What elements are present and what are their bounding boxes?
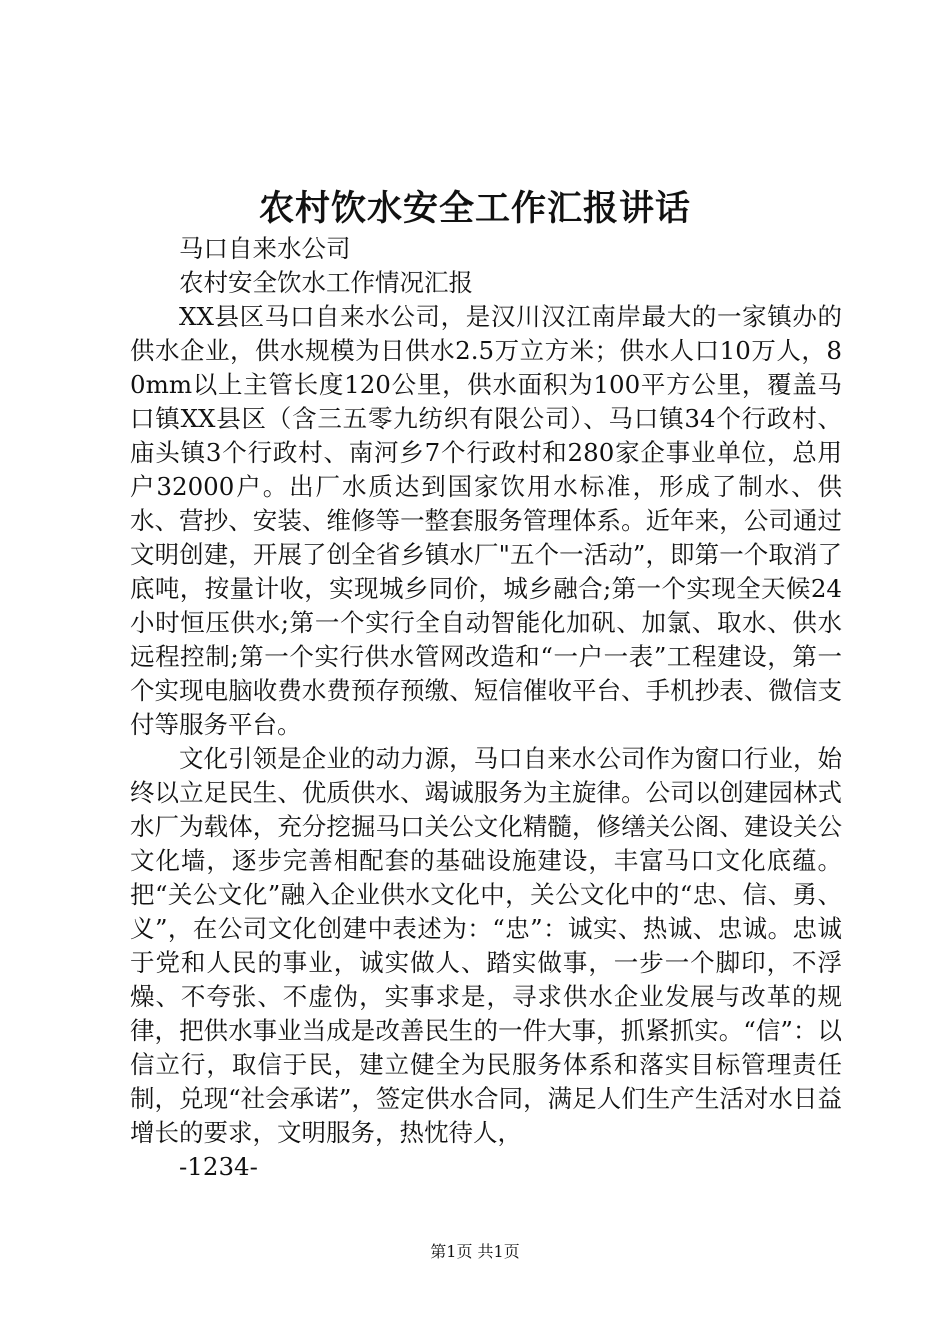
page-footer: 第1页 共1页: [430, 1242, 520, 1261]
document-title: 农村饮水安全工作汇报讲话: [258, 188, 691, 229]
paragraph-page-marker: -1234-: [179, 1152, 258, 1181]
paragraph-company-overview: XX县区马口自来水公司，是汉川汉江南岸最大的一家镇办的供水企业，供水规模为日供水2.5万立方米；供水人口10万人，80mm以上主管长度120公里，供水面积为100平方公里，覆盖马口镇XX县区（含三五零九纺织有限公司）、马口镇34个行政村、庙头镇3个行政村、南河乡7个行政村和280家企事业单位，总用户32000户。出厂水质达到国家饮用水标准，形成了制水、供水、营抄、安装、维修等一整套服务管理体系。近年来，公司通过文明创建，开展了创全省乡镇水厂"五个一活动”，即第一个取消了底吨，按量计收，实现城乡同价，城乡融合;第一个实现全天候24小时恒压供水;第一个实行全自动智能化加矾、加氯、取水、供水远程控制;第一个实行供水管网改造和“一户一表”工程建设，第一个实现电脑收费水费预存预缴、短信催收平台、手机抄表、微信支付等服务平台。: [130, 302, 842, 739]
paragraph-company-name: 马口自来水公司: [179, 234, 351, 263]
paragraph-report-heading: 农村安全饮水工作情况汇报: [179, 268, 473, 297]
paragraph-culture: 文化引领是企业的动力源，马口自来水公司作为窗口行业，始终以立足民生、优质供水、竭诚服务为主旋律。公司以创建园林式水厂为载体，充分挖掘马口关公文化精髓，修缮关公阁、建设关公文化墙，逐步完善相配套的基础设施建设，丰富马口文化底蕴。把“关公文化”融入企业供水文化中，关公文化中的“忠、信、勇、义”，在公司文化创建中表述为：“忠”：诚实、热诚、忠诚。忠诚于党和人民的事业，诚实做人、踏实做事，一步一个脚印，不浮燥、不夸张、不虚伪，实事求是，寻求供水企业发展与改革的规律，把供水事业当成是改善民生的一件大事，抓紧抓实。“信”：以信立行，取信于民，建立健全为民服务体系和落实目标管理责任制，兑现“社会承诺”，签定供水合同，满足人们生产生活对水日益增长的要求，文明服务，热忱待人，: [130, 744, 842, 1147]
document-body: [130, 232, 842, 1184]
